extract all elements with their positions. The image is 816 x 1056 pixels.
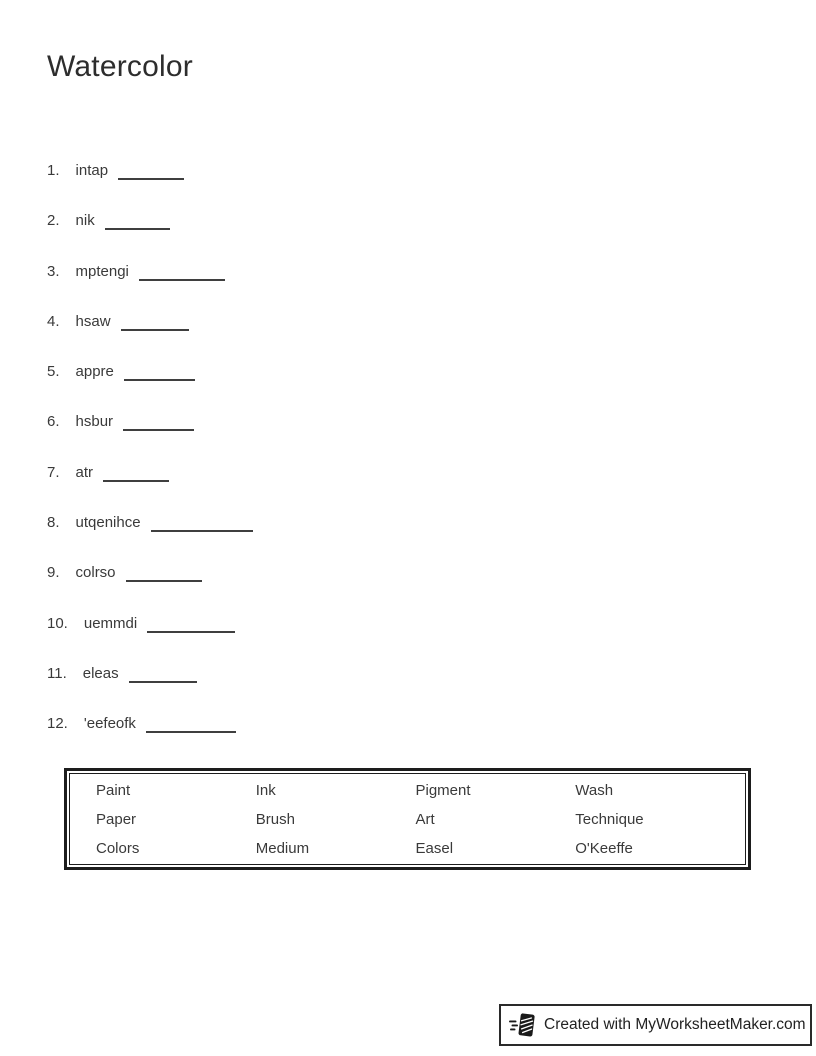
word-bank-word: Technique xyxy=(575,810,644,828)
scrambled-word: uemmdi xyxy=(83,614,138,632)
question-number: 10. xyxy=(47,614,68,632)
question-number: 7. xyxy=(47,463,60,481)
scrambled-word: utqenihce xyxy=(75,514,141,532)
answer-blank xyxy=(147,631,235,633)
question-number: 2. xyxy=(47,212,60,230)
question-row xyxy=(47,715,253,735)
word-bank-word: Colors xyxy=(96,839,140,857)
question-number: 12. xyxy=(47,715,68,733)
question-list xyxy=(47,162,253,766)
worksheetmaker-logo-icon xyxy=(509,1012,537,1039)
question-number: 3. xyxy=(47,262,60,280)
scrambled-word: mptengi xyxy=(75,262,129,280)
scrambled-word: 'eefeofk xyxy=(83,715,136,733)
question-number: 1. xyxy=(47,162,60,179)
question-row xyxy=(47,313,253,333)
question-row xyxy=(47,464,253,484)
word-bank-word: Art xyxy=(415,810,435,828)
question-row xyxy=(47,514,253,534)
question-row xyxy=(47,615,253,635)
scrambled-word: atr xyxy=(75,463,94,481)
question-number: 11. xyxy=(47,664,67,682)
page-title: Watercolor xyxy=(47,50,193,83)
question-number: 9. xyxy=(47,564,60,582)
scrambled-word: nik xyxy=(75,212,95,230)
answer-blank xyxy=(123,429,194,431)
word-bank-word: Ink xyxy=(255,781,276,799)
answer-blank xyxy=(103,480,169,482)
word-bank-word: Paint xyxy=(96,781,131,799)
question-row xyxy=(47,263,253,283)
scrambled-word: appre xyxy=(75,363,114,381)
footer-credit-link[interactable] xyxy=(499,1004,812,1046)
question-number: 8. xyxy=(47,514,60,532)
footer-credit-text: Created with MyWorksheetMaker.com xyxy=(544,1016,806,1033)
question-row xyxy=(47,413,253,433)
word-bank-word: Easel xyxy=(415,839,454,857)
answer-blank xyxy=(124,379,195,381)
answer-blank xyxy=(105,228,170,230)
word-bank-grid xyxy=(69,773,746,865)
answer-blank xyxy=(121,329,189,331)
answer-blank xyxy=(146,731,236,733)
answer-blank xyxy=(126,580,202,582)
question-number: 6. xyxy=(47,413,60,431)
scrambled-word: eleas xyxy=(82,664,119,682)
question-row xyxy=(47,363,253,383)
question-row xyxy=(47,665,253,685)
answer-blank xyxy=(151,530,253,532)
scrambled-word: hsbur xyxy=(75,413,114,431)
word-bank xyxy=(64,768,751,870)
answer-blank xyxy=(118,178,184,180)
answer-blank xyxy=(129,681,197,683)
answer-blank xyxy=(139,279,225,281)
question-row xyxy=(47,564,253,584)
scrambled-word: colrso xyxy=(75,564,116,582)
question-row xyxy=(47,162,253,182)
question-row xyxy=(47,212,253,232)
question-number: 4. xyxy=(47,312,60,330)
word-bank-word: Wash xyxy=(575,781,614,799)
word-bank-word: Paper xyxy=(96,810,137,828)
word-bank-word: Pigment xyxy=(415,781,471,799)
word-bank-word: Medium xyxy=(255,839,310,857)
question-number: 5. xyxy=(47,363,60,381)
scrambled-word: hsaw xyxy=(75,312,111,330)
word-bank-word: Brush xyxy=(255,810,295,828)
scrambled-word: intap xyxy=(75,162,109,179)
word-bank-word: O'Keeffe xyxy=(575,839,633,857)
